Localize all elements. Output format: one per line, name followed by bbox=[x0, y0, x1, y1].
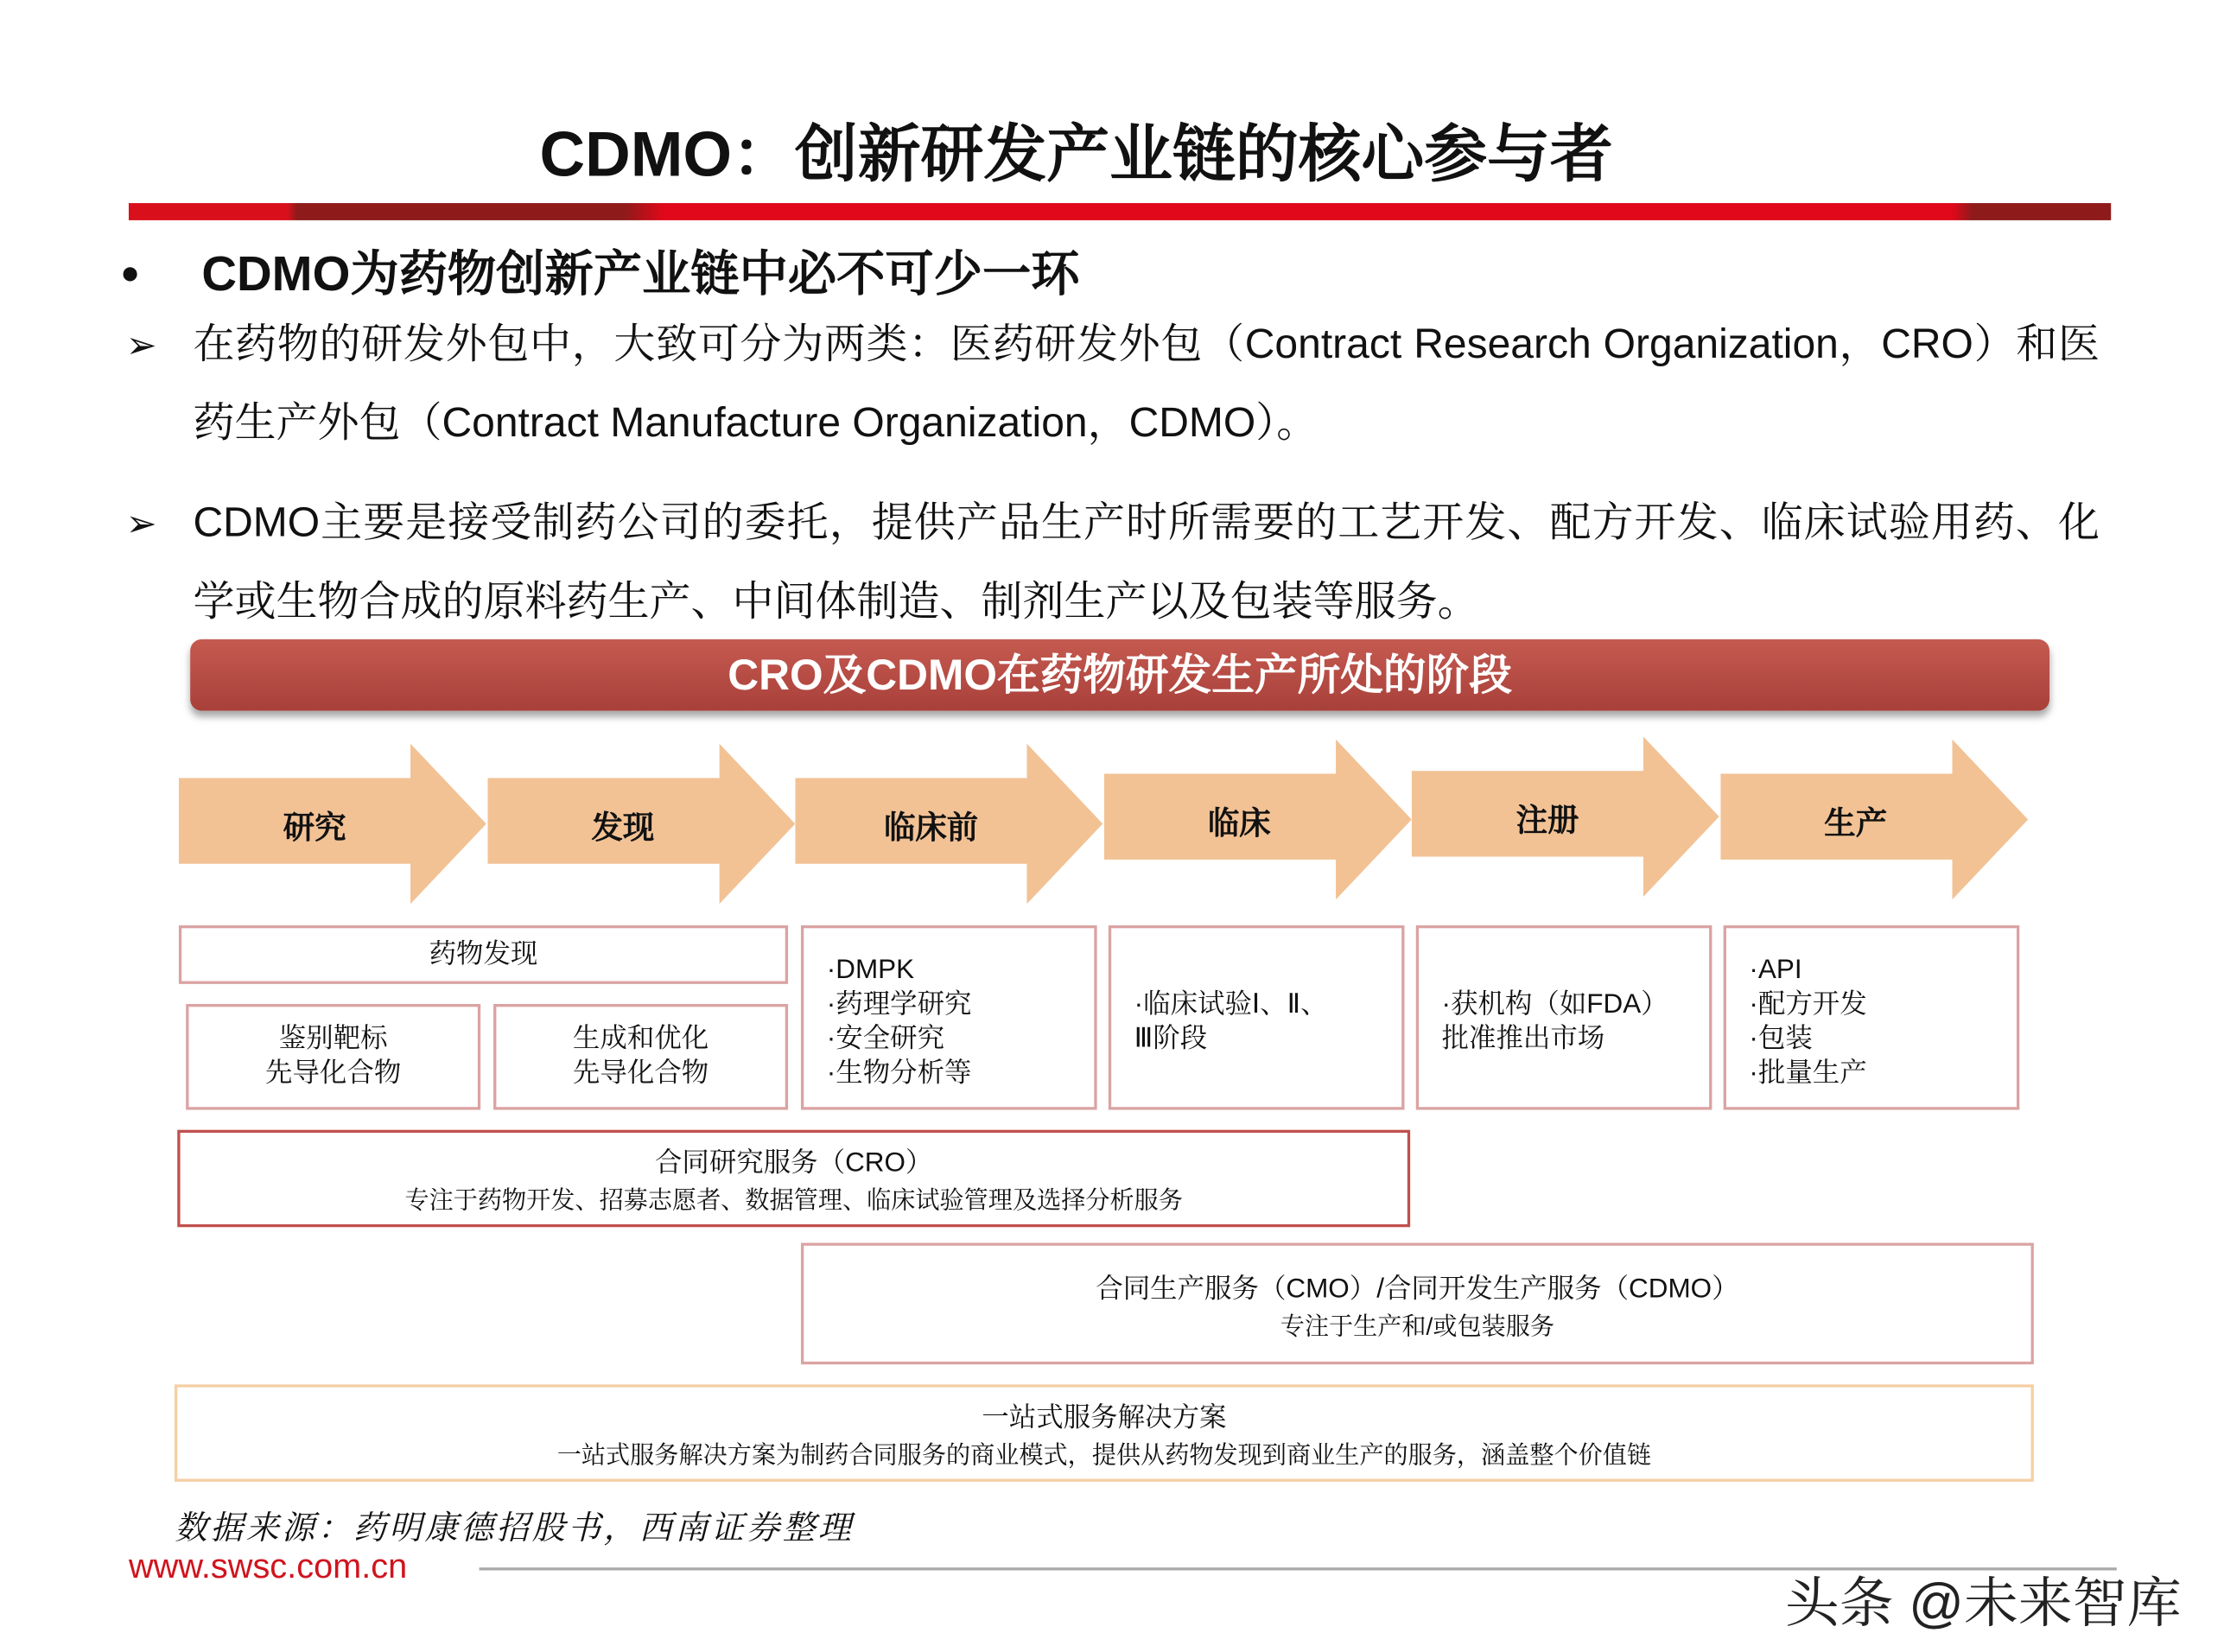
stage-label: 临床前 bbox=[883, 809, 979, 846]
stage-label: 生产 bbox=[1824, 804, 1888, 842]
stage-label: 临床 bbox=[1207, 804, 1271, 842]
lead-optimization-box: 生成和优化 先导化合物 bbox=[493, 1004, 788, 1109]
arrow-bullet-icon: ➢ bbox=[125, 323, 157, 366]
paragraph-1: ➢ 在药物的研发外包中，大致可分为两类：医药研发外包（Contract Research Organization，CRO）和医药生产外包（Contract Manufacture Organization，CDMO）。 bbox=[126, 306, 2100, 463]
clinical-box: ·临床试验Ⅰ、Ⅱ、 Ⅲ阶段 bbox=[1109, 925, 1405, 1110]
preclinical-box: ·DMPK ·药理学研究 ·安全研究 ·生物分析等 bbox=[801, 925, 1097, 1110]
cro-service-box: 合同研究服务（CRO） 专注于药物开发、招募志愿者、数据管理、临床试验管理及选择分析服务 bbox=[177, 1130, 1410, 1228]
paragraph-2: ➢ CDMO主要是接受制药公司的委托，提供产品生产时所需要的工艺开发、配方开发、临床试验用药、化学或生物合成的原料药生产、中间体制造、制剂生产以及包装等服务。 bbox=[126, 485, 2100, 642]
stage-label: 研究 bbox=[283, 809, 346, 846]
title-divider bbox=[129, 203, 2111, 220]
website-link[interactable]: www.swsc.com.cn bbox=[128, 1547, 408, 1586]
registration-box: ·获机构（如FDA） 批准推出市场 bbox=[1416, 925, 1712, 1110]
section-heading: • CDMO为药物创新产业链中必不可少一环 bbox=[121, 247, 1080, 302]
cdmo-service-box: 合同生产服务（CMO）/合同开发生产服务（CDMO） 专注于生产和/或包装服务 bbox=[801, 1242, 2034, 1364]
arrow-bullet-icon: ➢ bbox=[125, 502, 157, 545]
one-stop-service-box: 一站式服务解决方案 一站式服务解决方案为制药合同服务的商业模式，提供从药物发现到商业生产的服务，涵盖整个价值链 bbox=[175, 1384, 2034, 1482]
target-identification-box: 鉴别靶标 先导化合物 bbox=[186, 1004, 480, 1109]
production-box: ·API ·配方开发 ·包装 ·批量生产 bbox=[1724, 925, 2020, 1110]
stage-label: 注册 bbox=[1515, 802, 1579, 839]
watermark: 头条 @未来智库 bbox=[1784, 1574, 2182, 1636]
page-title: CDMO：创新研发产业链的核心参与者 bbox=[539, 120, 1613, 191]
figure-title: CRO及CDMO在药物研发生产所处的阶段 bbox=[190, 639, 2049, 711]
source-note: 数据来源：药明康德招股书，西南证券整理 bbox=[174, 1509, 855, 1548]
stage-label: 发现 bbox=[591, 809, 655, 846]
drug-discovery-box: 药物发现 bbox=[179, 925, 788, 984]
